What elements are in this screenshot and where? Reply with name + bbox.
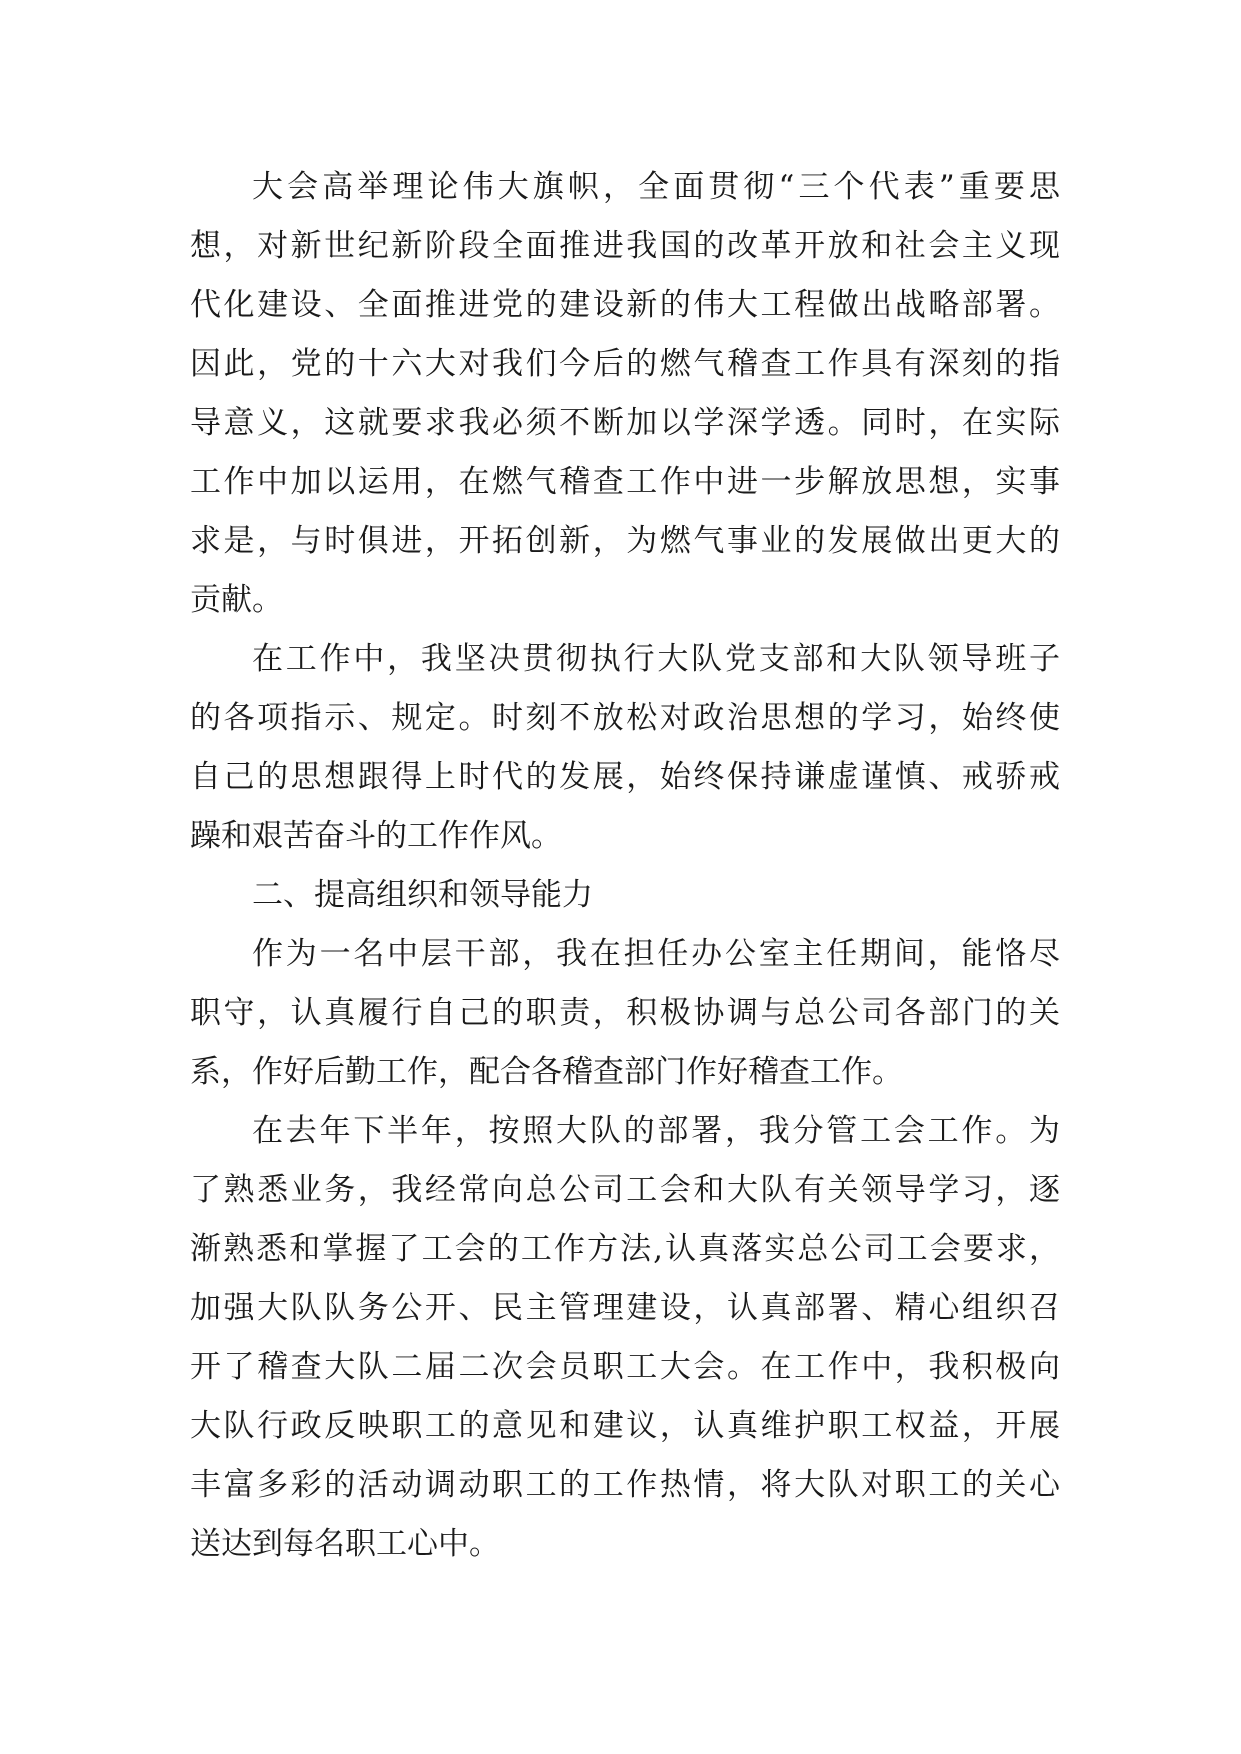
paragraph-1	[190, 158, 1060, 630]
text-line: 职守，认真履行自己的职责，积极协调与总公司各部门的关	[190, 995, 1060, 1031]
text-line: 躁和艰苦奋斗的工作作风。	[190, 818, 562, 854]
text-line: 自己的思想跟得上时代的发展，始终保持谦虚谨慎、戒骄戒	[190, 759, 1060, 795]
section-heading-text: 二、提高组织和领导能力	[252, 877, 593, 913]
text-line: 作为一名中层干部，我在担任办公室主任期间，能恪尽	[252, 936, 1060, 972]
text-line: 的各项指示、规定。时刻不放松对政治思想的学习，始终使	[190, 700, 1060, 736]
text-line: 工作中加以运用，在燃气稽查工作中进一步解放思想，实事	[190, 464, 1060, 500]
section-heading	[190, 866, 1060, 925]
paragraph-2	[190, 630, 1060, 866]
text-line: 想，对新世纪新阶段全面推进我国的改革开放和社会主义现	[190, 228, 1060, 264]
text-line: 系，作好后勤工作，配合各稽查部门作好稽查工作。	[190, 1054, 903, 1090]
paragraph-4	[190, 1102, 1060, 1574]
text-line: 送达到每名职工心中。	[190, 1526, 500, 1562]
text-line: 丰富多彩的活动调动职工的工作热情，将大队对职工的关心	[190, 1467, 1060, 1503]
text-line: 大会高举理论伟大旗帜，全面贯彻“三个代表”重要思	[252, 169, 1060, 205]
text-line: 在工作中，我坚决贯彻执行大队党支部和大队领导班子	[252, 641, 1060, 677]
text-line: 开了稽查大队二届二次会员职工大会。在工作中，我积极向	[190, 1349, 1060, 1385]
text-line: 了熟悉业务，我经常向总公司工会和大队有关领导学习，逐	[190, 1172, 1060, 1208]
text-line: 求是，与时俱进，开拓创新，为燃气事业的发展做出更大的	[190, 523, 1060, 559]
paragraph-3	[190, 925, 1060, 1102]
text-line: 贡献。	[190, 582, 283, 618]
text-line: 因此，党的十六大对我们今后的燃气稽查工作具有深刻的指	[190, 346, 1060, 382]
text-line: 导意义，这就要求我必须不断加以学深学透。同时，在实际	[190, 405, 1060, 441]
text-line: 在去年下半年，按照大队的部署，我分管工会工作。为	[252, 1113, 1060, 1149]
text-line: 渐熟悉和掌握了工会的工作方法,认真落实总公司工会要求，	[190, 1231, 1060, 1267]
text-line: 代化建设、全面推进党的建设新的伟大工程做出战略部署。	[190, 287, 1060, 323]
text-line: 大队行政反映职工的意见和建议，认真维护职工权益，开展	[190, 1408, 1060, 1444]
text-line: 加强大队队务公开、民主管理建设，认真部署、精心组织召	[190, 1290, 1060, 1326]
document-body	[190, 158, 1060, 1574]
